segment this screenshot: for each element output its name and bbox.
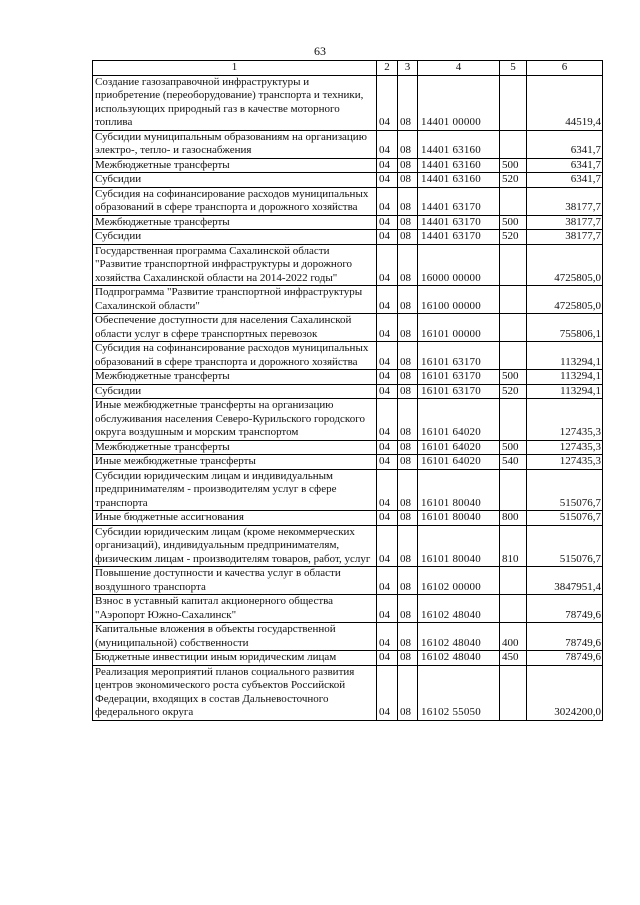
subsection-code: 08 [398,173,418,188]
amount: 755806,1 [527,314,603,342]
header-col-3: 3 [398,61,418,76]
header-row [93,61,603,76]
expense-type-code: 500 [500,370,527,385]
amount: 127435,3 [527,455,603,470]
amount: 3024200,0 [527,665,603,720]
section-code: 04 [377,511,398,526]
row-name: Иные межбюджетные трансферты [93,455,377,470]
row-name: Субсидия на софинансирование расходов муниципальных образований в сфере транспорта и дорожного хозяйства [93,187,377,215]
section-code: 04 [377,230,398,245]
table-row [93,511,603,526]
amount: 78749,6 [527,623,603,651]
budget-table [92,60,603,721]
subsection-code: 08 [398,511,418,526]
table-row [93,384,603,399]
target-article-code: 14401 00000 [418,75,500,130]
table-row [93,623,603,651]
table-row [93,651,603,666]
expense-type-code [500,130,527,158]
row-name: Межбюджетные трансферты [93,158,377,173]
subsection-code: 08 [398,370,418,385]
expense-type-code [500,665,527,720]
subsection-code: 08 [398,286,418,314]
subsection-code: 08 [398,567,418,595]
amount: 113294,1 [527,384,603,399]
table-row [93,370,603,385]
target-article-code: 14401 63170 [418,187,500,215]
row-name: Иные бюджетные ассигнования [93,511,377,526]
section-code: 04 [377,342,398,370]
target-article-code: 16101 64020 [418,455,500,470]
subsection-code: 08 [398,75,418,130]
section-code: 04 [377,567,398,595]
amount: 3847951,4 [527,567,603,595]
target-article-code: 16101 63170 [418,384,500,399]
row-name: Межбюджетные трансферты [93,370,377,385]
amount: 78749,6 [527,595,603,623]
section-code: 04 [377,651,398,666]
target-article-code: 16101 64020 [418,399,500,441]
subsection-code: 08 [398,440,418,455]
section-code: 04 [377,665,398,720]
row-name: Субсидии [93,384,377,399]
target-article-code: 16101 80040 [418,511,500,526]
amount: 38177,7 [527,187,603,215]
expense-type-code: 450 [500,651,527,666]
amount: 38177,7 [527,215,603,230]
row-name: Государственная программа Сахалинской области "Развитие транспортной инфраструктуры и дорожного хозяйства Сахалинской области на 2014-2022 годы" [93,244,377,286]
target-article-code: 14401 63160 [418,173,500,188]
expense-type-code: 500 [500,158,527,173]
expense-type-code [500,75,527,130]
table-row [93,595,603,623]
amount: 38177,7 [527,230,603,245]
subsection-code: 08 [398,455,418,470]
table-row [93,173,603,188]
subsection-code: 08 [398,399,418,441]
subsection-code: 08 [398,215,418,230]
table-row [93,399,603,441]
amount: 6341,7 [527,158,603,173]
row-name: Межбюджетные трансферты [93,440,377,455]
page-number: 63 [314,44,326,58]
section-code: 04 [377,314,398,342]
row-name: Повышение доступности и качества услуг в области воздушного транспорта [93,567,377,595]
table-row [93,567,603,595]
subsection-code: 08 [398,469,418,511]
section-code: 04 [377,173,398,188]
expense-type-code [500,595,527,623]
section-code: 04 [377,399,398,441]
section-code: 04 [377,187,398,215]
expense-type-code: 400 [500,623,527,651]
header-col-1: 1 [93,61,377,76]
table-row [93,525,603,567]
section-code: 04 [377,623,398,651]
table-body [93,75,603,720]
expense-type-code: 520 [500,230,527,245]
row-name: Создание газозаправочной инфраструктуры и приобретение (переоборудование) транспорта и техники, использующих природный газ в качестве моторного топлива [93,75,377,130]
row-name: Субсидии [93,173,377,188]
section-code: 04 [377,384,398,399]
subsection-code: 08 [398,525,418,567]
section-code: 04 [377,440,398,455]
subsection-code: 08 [398,342,418,370]
expense-type-code: 520 [500,384,527,399]
amount: 515076,7 [527,469,603,511]
expense-type-code [500,567,527,595]
table-row [93,286,603,314]
expense-type-code: 540 [500,455,527,470]
table-row [93,665,603,720]
amount: 6341,7 [527,173,603,188]
target-article-code: 16101 80040 [418,469,500,511]
table-row [93,244,603,286]
subsection-code: 08 [398,623,418,651]
target-article-code: 16102 48040 [418,595,500,623]
subsection-code: 08 [398,314,418,342]
subsection-code: 08 [398,244,418,286]
target-article-code: 16100 00000 [418,286,500,314]
amount: 515076,7 [527,525,603,567]
amount: 78749,6 [527,651,603,666]
expense-type-code: 810 [500,525,527,567]
table-row [93,75,603,130]
target-article-code: 16102 55050 [418,665,500,720]
section-code: 04 [377,75,398,130]
target-article-code: 16101 63170 [418,342,500,370]
section-code: 04 [377,215,398,230]
row-name: Подпрограмма "Развитие транспортной инфраструктуры Сахалинской области" [93,286,377,314]
amount: 6341,7 [527,130,603,158]
amount: 127435,3 [527,440,603,455]
amount: 127435,3 [527,399,603,441]
section-code: 04 [377,370,398,385]
table-row [93,187,603,215]
row-name: Обеспечение доступности для населения Сахалинской области услуг в сфере транспортных перевозок [93,314,377,342]
section-code: 04 [377,286,398,314]
target-article-code: 16101 00000 [418,314,500,342]
expense-type-code: 520 [500,173,527,188]
subsection-code: 08 [398,384,418,399]
section-code: 04 [377,158,398,173]
table-row [93,130,603,158]
expense-type-code [500,342,527,370]
row-name: Субсидии [93,230,377,245]
target-article-code: 14401 63170 [418,230,500,245]
target-article-code: 16101 80040 [418,525,500,567]
row-name: Субсидии муниципальным образованиям на организацию электро-, тепло- и газоснабжения [93,130,377,158]
expense-type-code [500,314,527,342]
table-row [93,215,603,230]
target-article-code: 16000 00000 [418,244,500,286]
row-name: Реализация мероприятий планов социального развития центров экономического роста субъектов Российской Федерации, входящих в состав Дальневосточного федерального округа [93,665,377,720]
amount: 4725805,0 [527,244,603,286]
section-code: 04 [377,595,398,623]
subsection-code: 08 [398,230,418,245]
table-row [93,469,603,511]
row-name: Субсидия на софинансирование расходов муниципальных образований в сфере транспорта и дорожного хозяйства [93,342,377,370]
section-code: 04 [377,244,398,286]
expense-type-code: 800 [500,511,527,526]
table-row [93,230,603,245]
expense-type-code [500,187,527,215]
amount: 113294,1 [527,370,603,385]
target-article-code: 16101 64020 [418,440,500,455]
header-col-4: 4 [418,61,500,76]
expense-type-code: 500 [500,440,527,455]
subsection-code: 08 [398,187,418,215]
subsection-code: 08 [398,158,418,173]
section-code: 04 [377,525,398,567]
subsection-code: 08 [398,130,418,158]
section-code: 04 [377,130,398,158]
table-row [93,455,603,470]
header-col-5: 5 [500,61,527,76]
expense-type-code [500,244,527,286]
table-row [93,342,603,370]
target-article-code: 14401 63160 [418,130,500,158]
amount: 44519,4 [527,75,603,130]
row-name: Взнос в уставный капитал акционерного общества "Аэропорт Южно-Сахалинск" [93,595,377,623]
section-code: 04 [377,469,398,511]
subsection-code: 08 [398,595,418,623]
expense-type-code: 500 [500,215,527,230]
amount: 515076,7 [527,511,603,526]
header-col-6: 6 [527,61,603,76]
amount: 113294,1 [527,342,603,370]
target-article-code: 16102 48040 [418,623,500,651]
row-name: Иные межбюджетные трансферты на организацию обслуживания населения Северо-Курильского городского округа воздушным и морским транспортом [93,399,377,441]
header-col-2: 2 [377,61,398,76]
amount: 4725805,0 [527,286,603,314]
subsection-code: 08 [398,665,418,720]
section-code: 04 [377,455,398,470]
table-row [93,158,603,173]
subsection-code: 08 [398,651,418,666]
target-article-code: 16101 63170 [418,370,500,385]
table-row [93,440,603,455]
row-name: Капитальные вложения в объекты государственной (муниципальной) собственности [93,623,377,651]
expense-type-code [500,399,527,441]
target-article-code: 16102 48040 [418,651,500,666]
expense-type-code [500,469,527,511]
target-article-code: 16102 00000 [418,567,500,595]
target-article-code: 14401 63170 [418,215,500,230]
row-name: Бюджетные инвестиции иным юридическим лицам [93,651,377,666]
table-row [93,314,603,342]
row-name: Межбюджетные трансферты [93,215,377,230]
row-name: Субсидии юридическим лицам (кроме некоммерческих организаций), индивидуальным предпринимателям, физическим лицам - производителям товаров, работ, услуг [93,525,377,567]
expense-type-code [500,286,527,314]
row-name: Субсидии юридическим лицам и индивидуальным предпринимателям - производителям услуг в сфере транспорта [93,469,377,511]
target-article-code: 14401 63160 [418,158,500,173]
